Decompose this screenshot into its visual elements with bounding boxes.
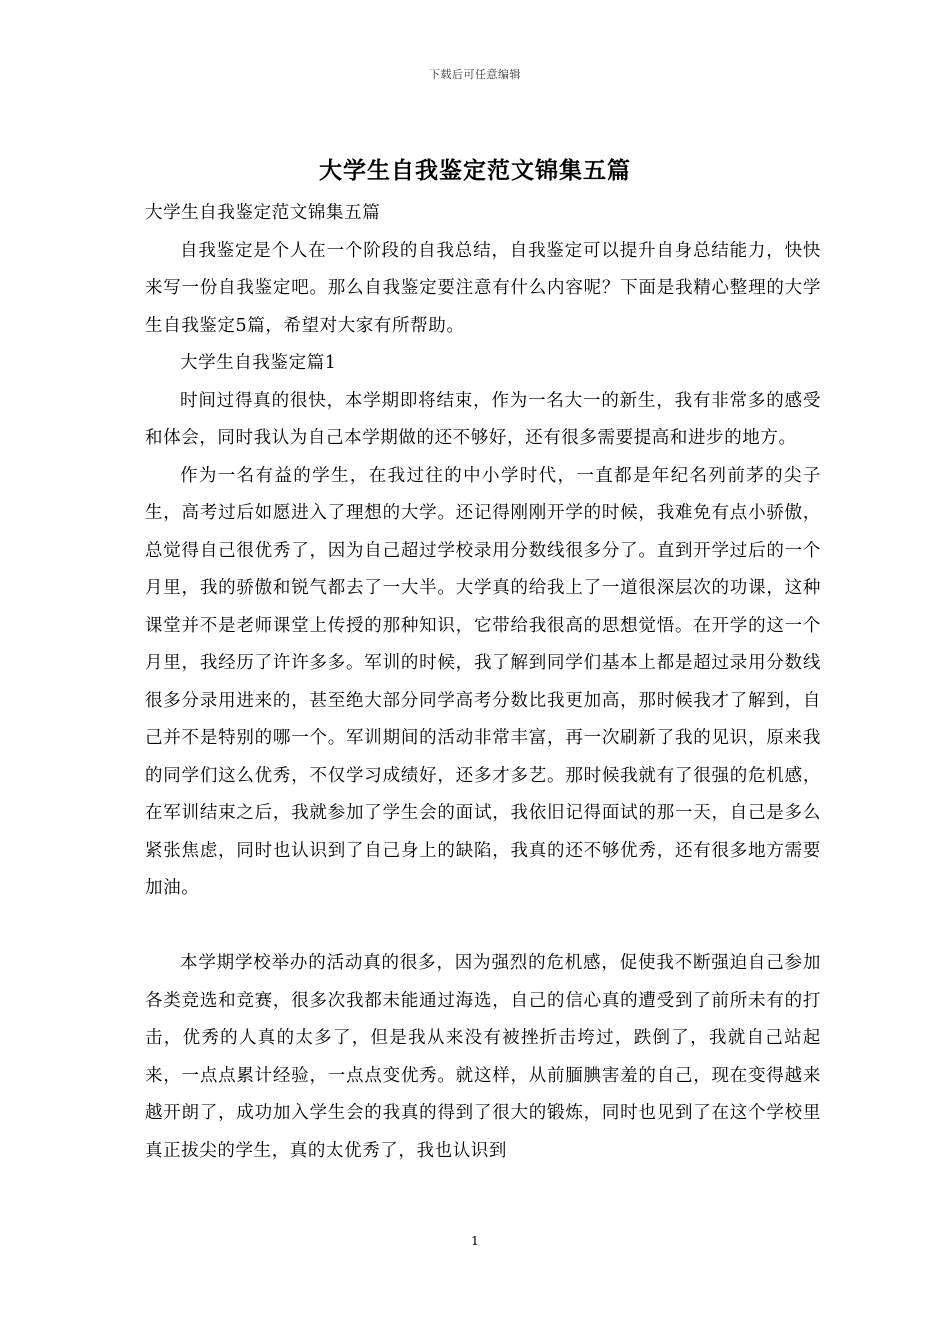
document-subtitle: 大学生自我鉴定范文锦集五篇 xyxy=(145,203,381,223)
document-body xyxy=(145,195,821,1170)
body-paragraph-2: 作为一名有益的学生，在我过往的中小学时代，一直都是年纪名列前茅的尖子生，高考过后如愿进入了理想的大学。还记得刚刚开学的时候，我难免有点小骄傲，总觉得自己很优秀了，因为自己超过学校录用分数线很多分了。直到开学过后的一个月里，我的骄傲和锐气都去了一大半。大学真的给我上了一道很深层次的功课，这种课堂并不是老师课堂上传授的那种知识，它带给我很高的思想觉悟。在开学的这一个月里，我经历了许许多多。军训的时候，我了解到同学们基本上都是超过录用分数线很多分录用进来的，甚至绝大部分同学高考分数比我更加高，那时候我才了解到，自己并不是特别的哪一个。军训期间的活动非常丰富，再一次刷新了我的见识，原来我的同学们这么优秀，不仅学习成绩好，还多才多艺。那时候我就有了很强的危机感，在军训结束之后，我就参加了学生会的面试，我依旧记得面试的那一天，自己是多么紧张焦虑，同时也认识到了自己身上的缺陷，我真的还不够优秀，还有很多地方需要加油。 xyxy=(145,465,821,898)
document-title: 大学生自我鉴定范文锦集五篇 xyxy=(319,157,631,184)
paragraph-spacer xyxy=(145,908,821,946)
page-number: 1 xyxy=(471,1234,479,1248)
section-heading: 大学生自我鉴定篇1 xyxy=(180,353,337,373)
page-header: 下载后可任意编辑 xyxy=(429,68,521,81)
body-paragraph-3: 本学期学校举办的活动真的很多，因为强烈的危机感，促使我不断强迫自己参加各类竞选和竞赛，很多次我都未能通过海选，自己的信心真的遭受到了前所未有的打击，优秀的人真的太多了，但是我从来没有被挫折击垮过，跌倒了，我就自己站起来，一点点累计经验，一点点变优秀。就这样，从前腼腆害羞的自己，现在变得越来越开朗了，成功加入学生会的我真的得到了很大的锻炼，同时也见到了在这个学校里真正拔尖的学生，真的太优秀了，我也认识到 xyxy=(145,953,821,1161)
body-paragraph-1: 时间过得真的很快，本学期即将结束，作为一名大一的新生，我有非常多的感受和体会，同时我认为自己本学期做的还不够好，还有很多需要提高和进步的地方。 xyxy=(145,390,821,448)
intro-paragraph: 自我鉴定是个人在一个阶段的自我总结，自我鉴定可以提升自身总结能力，快快来写一份自我鉴定吧。那么自我鉴定要注意有什么内容呢？下面是我精心整理的大学生自我鉴定5篇，希望对大家有所帮助。 xyxy=(145,240,821,336)
